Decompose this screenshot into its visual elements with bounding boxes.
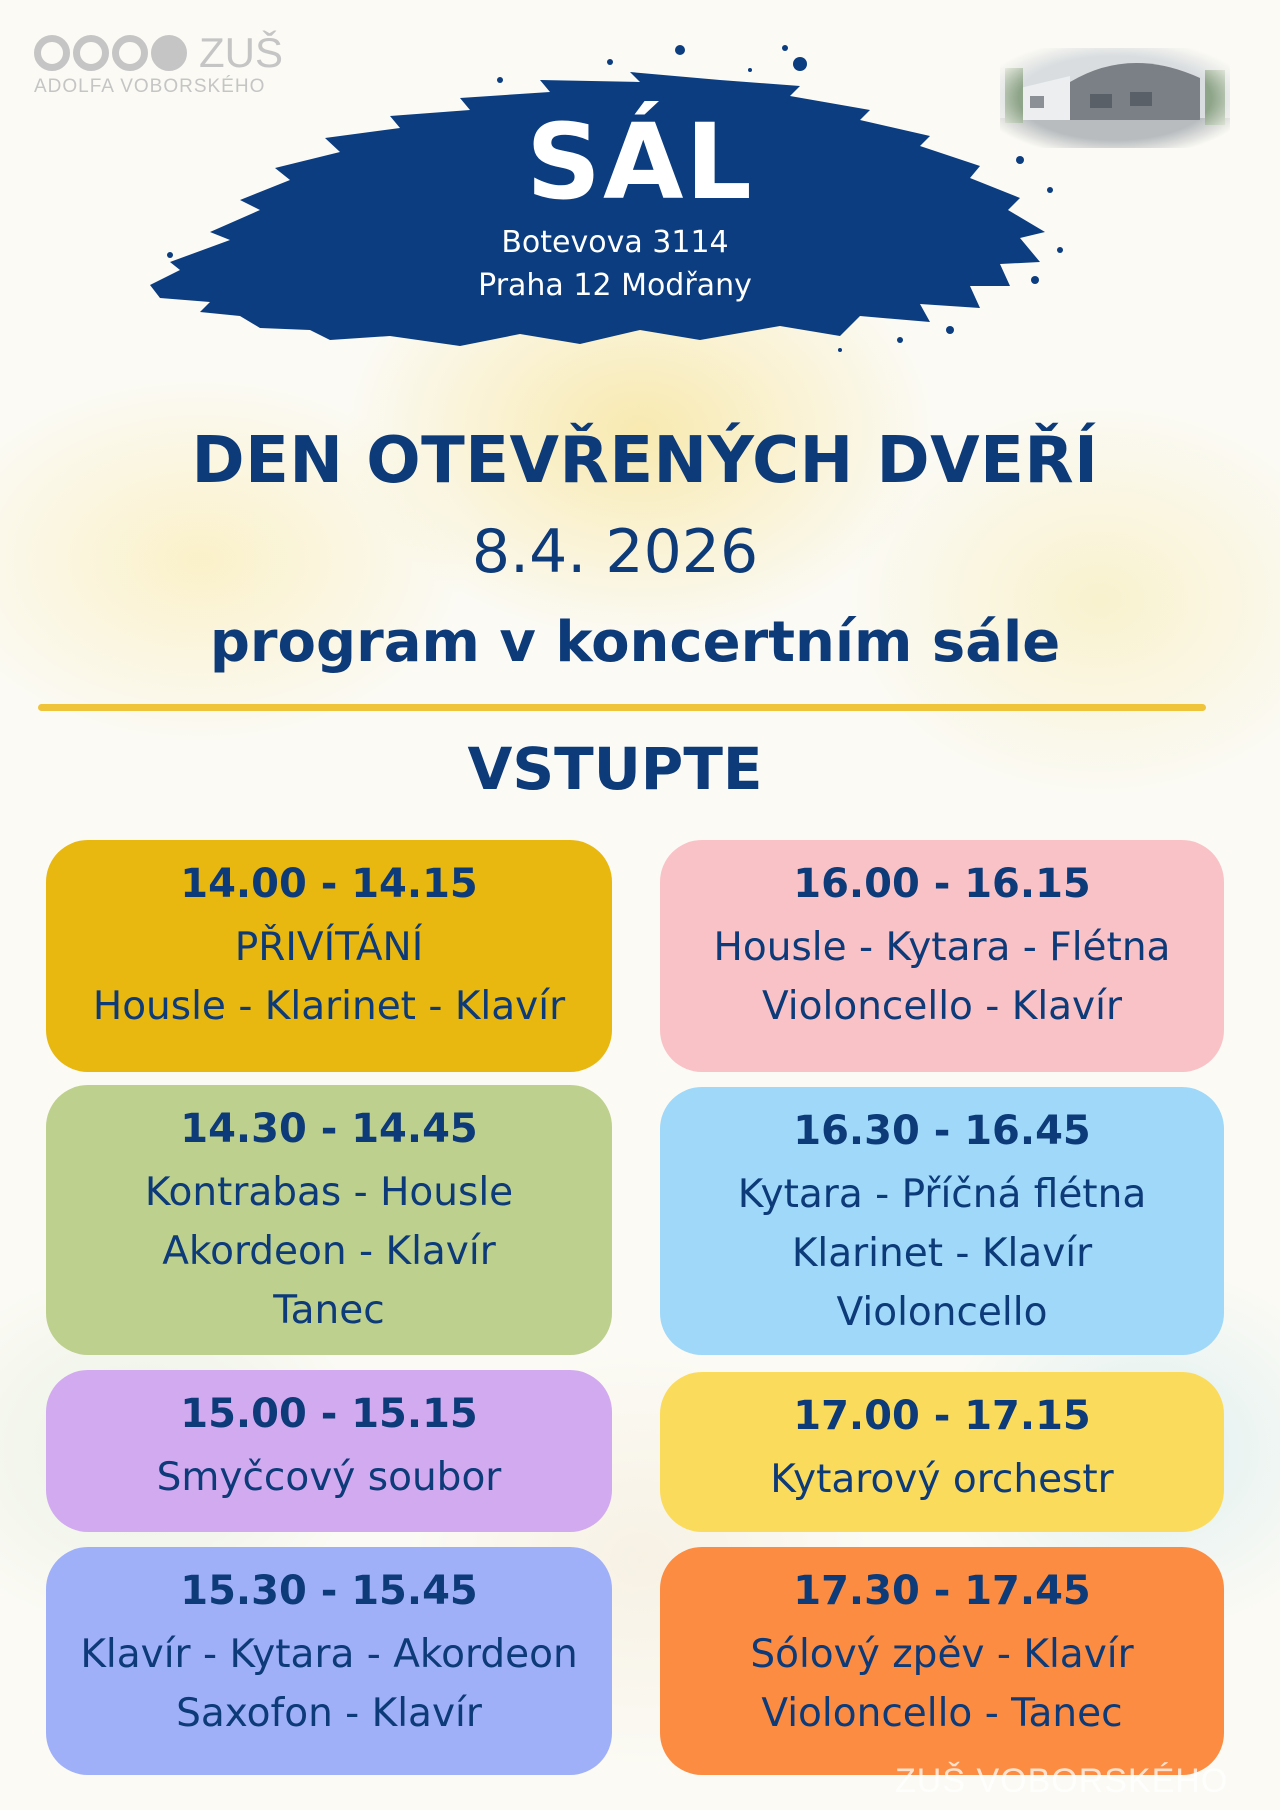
- schedule-card: [660, 1087, 1224, 1355]
- event-date: 8.4. 2026: [471, 517, 759, 587]
- schedule-line: Saxofon - Klavír: [176, 1691, 482, 1736]
- hall-city: Praha 12 Modřany: [478, 268, 752, 303]
- schedule-time: 16.30 - 16.45: [793, 1108, 1091, 1154]
- hall-street: Botevova 3114: [501, 225, 729, 260]
- schedule-time: 17.00 - 17.15: [793, 1393, 1091, 1439]
- schedule-line: Kontrabas - Housle: [144, 1170, 514, 1215]
- schedule-line: Klarinet - Klavír: [791, 1231, 1093, 1276]
- schedule-line: Kytarový orchestr: [770, 1457, 1114, 1502]
- event-subheading: program v koncertním sále: [209, 610, 1061, 675]
- schedule-card: [46, 1370, 612, 1532]
- schedule-line: Klavír - Kytara - Akordeon: [80, 1632, 578, 1677]
- schedule-line: Housle - Kytara - Flétna: [713, 925, 1171, 970]
- schedule-time: 15.00 - 15.15: [180, 1391, 478, 1437]
- divider: [38, 704, 1206, 711]
- schedule-line: Kytara - Příčná flétna: [737, 1172, 1147, 1217]
- schedule-time: 17.30 - 17.45: [793, 1568, 1091, 1614]
- schedule-card: [660, 1547, 1224, 1775]
- schedule-line: Smyčcový soubor: [156, 1455, 502, 1500]
- enter-heading: VSTUPTE: [467, 735, 763, 803]
- schedule-line: Violoncello: [836, 1290, 1048, 1335]
- event-heading: DEN OTEVŘENÝCH DVEŘÍ: [191, 424, 1099, 498]
- schedule-line: Tanec: [273, 1288, 385, 1333]
- schedule-card: [46, 1085, 612, 1355]
- schedule-line: Sólový zpěv - Klavír: [750, 1632, 1134, 1677]
- schedule-card: [46, 840, 612, 1072]
- schedule-line: Violoncello - Klavír: [761, 984, 1123, 1029]
- schedule-line: Violoncello - Tanec: [761, 1691, 1123, 1736]
- schedule-time: 14.00 - 14.15: [180, 861, 478, 907]
- logo-brand: ZUŠ: [199, 29, 283, 76]
- schedule-card: [660, 1372, 1224, 1532]
- schedule-time: 14.30 - 14.45: [180, 1106, 478, 1152]
- schedule-card: [46, 1547, 612, 1775]
- hall-title: SÁL: [526, 101, 754, 223]
- schedule-time: 16.00 - 16.15: [793, 861, 1091, 907]
- watermark: ZUŠ VOBORSKÉHO: [895, 1762, 1229, 1800]
- schedule-line: Akordeon - Klavír: [162, 1229, 496, 1274]
- logo-subtitle: ADOLFA VOBORSKÉHO: [34, 76, 266, 97]
- schedule-card: [660, 840, 1224, 1072]
- schedule-time: 15.30 - 15.45: [180, 1568, 478, 1614]
- schedule-line: PŘIVÍTÁNÍ: [234, 925, 424, 970]
- schedule-line: Housle - Klarinet - Klavír: [92, 984, 566, 1029]
